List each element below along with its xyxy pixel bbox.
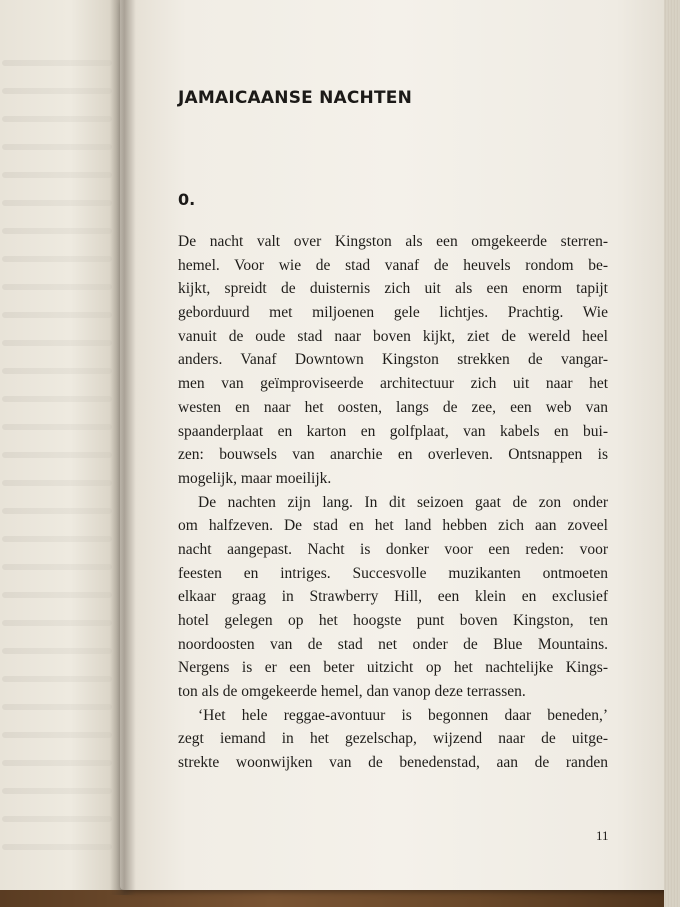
text-line: De nacht valt over Kingston als een omgekeerde sterren-	[178, 233, 608, 250]
left-page-bleed-through	[2, 60, 112, 872]
text-line: elkaar graag in Strawberry Hill, een klein en exclusief	[178, 588, 608, 606]
text-line: nacht aangepast. Nacht is donker voor een reden: voor	[178, 540, 608, 558]
text-line: ton als de omgekeerde hemel, dan vanop deze terrassen.	[178, 683, 526, 701]
page-edges	[664, 0, 680, 907]
chapter-title: JAMAICAANSE NACHTEN	[178, 88, 412, 108]
chapter-body	[178, 230, 608, 775]
text-line: vanuit de oude stad naar boven kijkt, ziet de wereld heel	[178, 327, 608, 345]
left-page	[0, 0, 128, 890]
text-line: strekte woonwijken van de benedenstad, aan de randen	[178, 754, 608, 772]
text-line: hemel. Voor wie de stad vanaf de heuvels rondom be-	[178, 256, 608, 274]
text-line: zen: bouwsels van anarchie en overleven. Ontsnappen is	[178, 446, 608, 464]
text-line: kijkt, spreidt de duisternis zich uit als een enorm tapijt	[178, 280, 608, 298]
text-line: De nachten zijn lang. In dit seizoen gaat de zon onder	[198, 493, 608, 511]
section-number: 0.	[178, 190, 196, 209]
text-line: men van geïmproviseerde architectuur zich uit naar het	[178, 375, 608, 393]
book-gutter	[110, 0, 136, 895]
text-line: anders. Vanaf Downtown Kingston strekken de vangar-	[178, 351, 608, 369]
text-line: westen en naar het oosten, langs de zee, een web van	[178, 398, 608, 416]
text-line: hotel gelegen op het hoogste punt boven Kingston, ten	[178, 612, 608, 629]
text-line: zegt iemand in het gezelschap, wijzend naar de uitge-	[178, 730, 608, 748]
text-line: mogelijk, maar moeilijk.	[178, 469, 332, 487]
text-line: geborduurd met miljoenen gele lichtjes. Prachtig. Wie	[178, 304, 608, 322]
text-line: om halfzeven. De stad en het land hebben zich aan zoveel	[178, 517, 608, 535]
text-line: ‘Het hele reggae-avontuur is begonnen daar beneden,’	[198, 706, 608, 724]
text-line: feesten en intriges. Succesvolle muzikanten ontmoeten	[178, 564, 608, 582]
text-line: Nergens is er een beter uitzicht op het nachtelijke Kings-	[178, 659, 608, 677]
text-line: spaanderplaat en karton en golfplaat, van kabels en bui-	[178, 422, 608, 440]
text-line: noordoosten van de stad net onder de Blue Mountains.	[178, 635, 608, 653]
page-number: 11	[596, 828, 609, 843]
